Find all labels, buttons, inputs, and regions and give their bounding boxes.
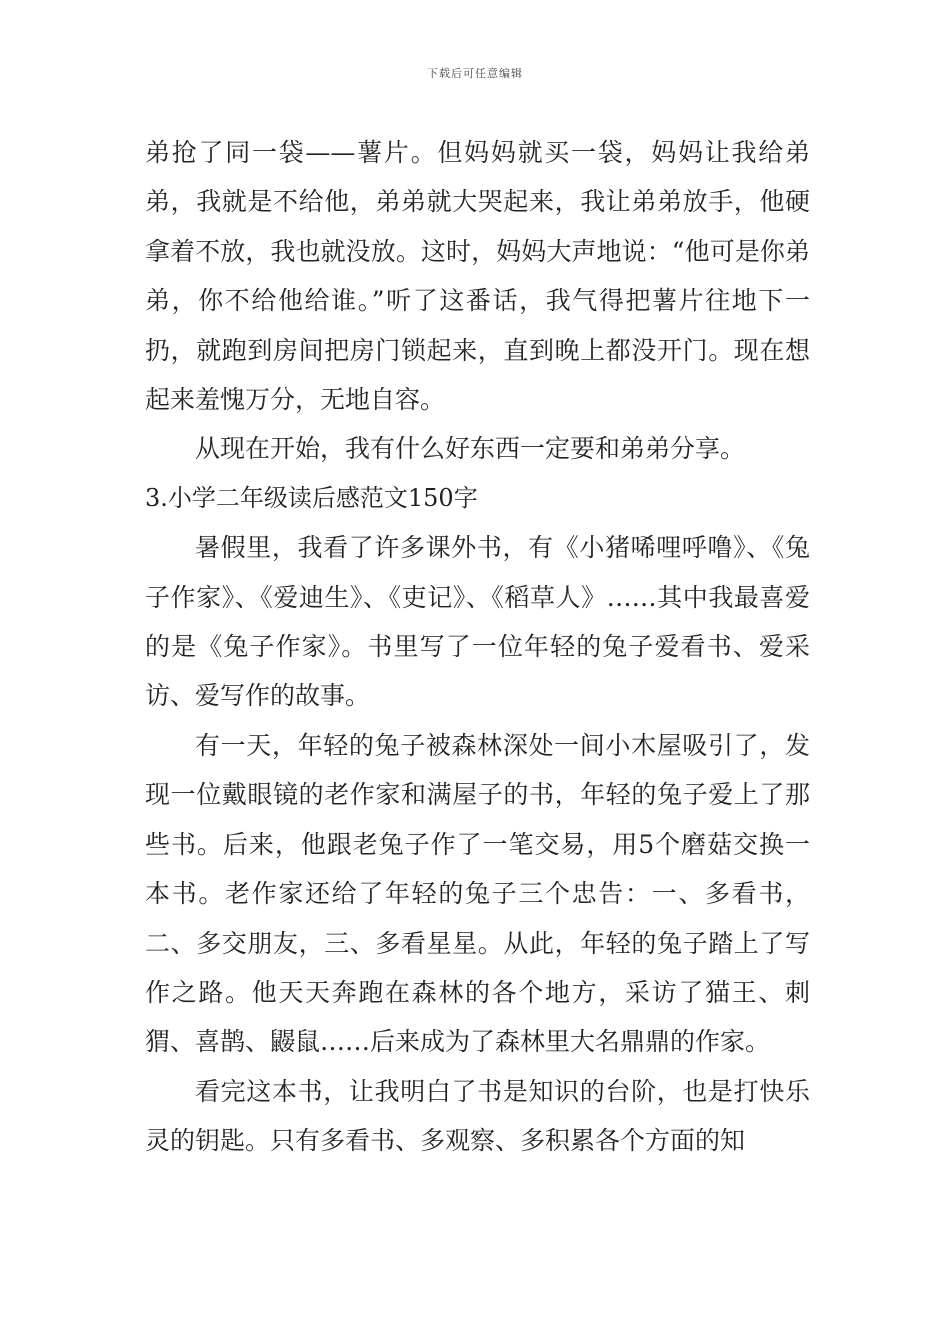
- paragraph-continuation: 弟抢了同一袋——薯片。但妈妈就买一袋，妈妈让我给弟弟，我就是不给他，弟弟就大哭起来，我让弟弟放手，他硬拿着不放，我也就没放。这时，妈妈大声地说：“他可是你弟弟，你不给他给谁。”听了这番话，我气得把薯片往地下一扔，就跑到房间把房门锁起来，直到晚上都没开门。现在想起来羞愧万分，无地自容。: [145, 138, 810, 415]
- document-body: [145, 128, 810, 1166]
- page-header: 下载后可任意编辑: [427, 67, 523, 80]
- paragraph-story: 有一天，年轻的兔子被森林深处一间小木屋吸引了，发现一位戴眼镜的老作家和满屋子的书，年轻的兔子爱上了那些书。后来，他跟老兔子作了一笔交易，用5个磨菇交换一本书。老作家还给了年轻的兔子三个忠告：一、多看书，二、多交朋友，三、多看星星。从此，年轻的兔子踏上了写作之路。他天天奔跑在森林的各个地方，采访了猫王、刺猬、喜鹊、鼹鼠……后来成为了森林里大名鼎鼎的作家。: [145, 730, 810, 1057]
- paragraph-summer-reading: 暑假里，我看了许多课外书，有《小猪唏哩呼噜》、《兔子作家》、《爱迪生》、《吏记》、《稻草人》……其中我最喜爱的是《兔子作家》。书里写了一位年轻的兔子爱看书、爱采访、爱写作的故事。: [145, 533, 810, 711]
- section-heading: 3.小学二年级读后感范文150字: [145, 483, 478, 512]
- paragraph-share: 从现在开始，我有什么好东西一定要和弟弟分享。: [195, 434, 746, 464]
- paragraph-reflection: 看完这本书，让我明白了书是知识的台阶，也是打快乐灵的钥匙。只有多看书、多观察、多积累各个方面的知: [145, 1076, 810, 1156]
